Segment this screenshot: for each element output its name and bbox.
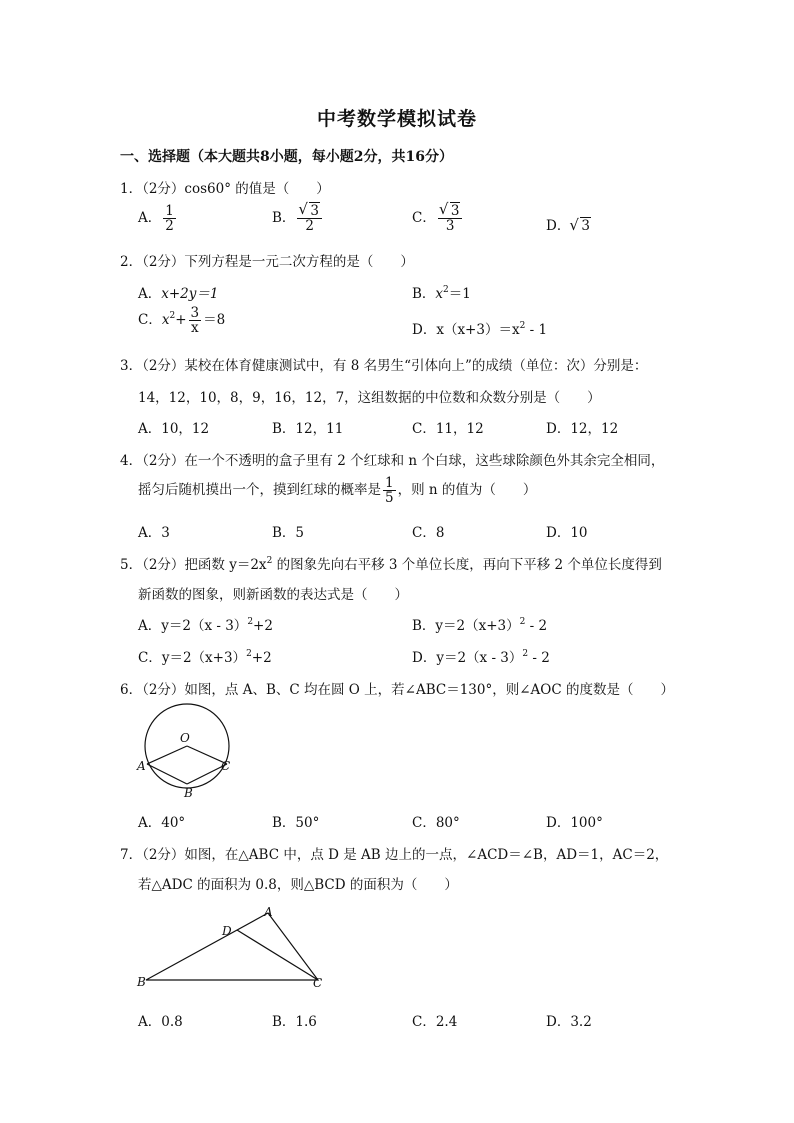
question-5-option-b: B．$y=2(x+3)^2 - 2$ <box>412 617 548 634</box>
question-5-option-a: A．y＝2（x - 3）$^2$+2 <box>138 617 273 634</box>
question-3-line-2: 14，12，10，8，9，16，12，7，这组数据的中位数和众数分别是（ ） <box>138 390 601 406</box>
label-c: C <box>221 759 231 773</box>
question-4-option-a: A．3 <box>138 525 170 541</box>
question-7-option-d: D．3.2 <box>546 1014 592 1030</box>
question-5-line-2: 新函数的图象，则新函数的表达式是（ ） <box>138 587 408 603</box>
segment-dc <box>237 930 318 980</box>
question-1-stem: 1．（2分）cos60° 的值是（ ） <box>120 181 330 197</box>
question-7-option-c: C．2.4 <box>412 1014 458 1030</box>
question-6-option-a: A．40° <box>138 815 186 831</box>
segment-oa <box>147 746 187 764</box>
question-2-stem: 2．（2分）下列方程是一元二次方程的是（ ） <box>120 254 414 270</box>
question-1-option-d: D．√ 3 <box>546 214 591 234</box>
question-7-option-a: A．0.8 <box>138 1014 183 1030</box>
question-4-line-1: 4．（2分）在一个不透明的盒子里有 2 个红球和 n 个白球，这些球除颜色外其余完全相同， <box>120 453 665 469</box>
question-7-option-b: B．1.6 <box>272 1014 317 1030</box>
question-2-option-a: A．x+2y＝1 <box>138 286 219 302</box>
question-1-option-b: B． √ $\frac{3}{2}$ <box>272 204 324 233</box>
question-3-line-1: 3．（2分）某校在体育健康测试中，有 8 名男生“引体向上”的成绩（单位：次）分别是： <box>120 358 648 374</box>
label-a: A <box>264 905 273 919</box>
question-5-option-d: D．y＝2（x - 3）$^2$ - 2 <box>412 649 550 666</box>
page-title: 中考数学模拟试卷 <box>316 108 477 130</box>
question-4-option-d: D．10 <box>546 525 588 541</box>
label-c: C <box>313 976 323 990</box>
question-6-stem: 6．（2分）如图，点 A、B、C 均在圆 O 上，若∠ABC＝130°，则∠AOC 的度数是（ ） <box>120 682 674 698</box>
question-4-option-b: B．5 <box>272 525 305 541</box>
question-4-option-c: C．8 <box>412 525 445 541</box>
circle-figure <box>134 700 246 800</box>
label-o: O <box>180 731 190 745</box>
segment-ab <box>147 764 187 784</box>
question-3-option-a: A．10，12 <box>138 421 210 437</box>
label-b: B <box>137 975 146 989</box>
question-5-line-1: 5．（2分）把函数 $y=2x^2$ 的图象先向右平移 3 个单位长度，再向下平移 2 个单位长度得到 <box>120 556 662 573</box>
triangle-figure <box>132 902 332 994</box>
triangle-abc <box>146 913 318 980</box>
question-3-option-b: B．12，11 <box>272 421 344 437</box>
question-2-option-c: C．$x^2+$ $\frac{3}{x}$ ＝8 <box>138 305 226 337</box>
question-6-option-b: B．50° <box>272 815 320 831</box>
question-2-option-d: D．$x(x+3)=x^2 - 1$ <box>412 321 548 338</box>
question-7-line-2: 若△ADC 的面积为 0.8，则△BCD 的面积为（ ） <box>138 877 458 893</box>
question-1-option-a: A． $\frac{1}{2}$ <box>138 203 174 235</box>
section-heading: 一、选择题（本大题共8小题，每小题2分，共16分） <box>120 149 453 165</box>
label-d: D <box>222 924 232 938</box>
label-a: A <box>137 759 146 773</box>
question-3-option-c: C．11，12 <box>412 421 484 437</box>
label-b: B <box>184 786 193 800</box>
question-5-option-c: C．$y=2(x+3)^2+2$ <box>138 649 272 666</box>
question-2-option-b: B．$x^2=1$ <box>412 285 471 302</box>
question-4-line-2: 摇匀后随机摸出一个，摸到红球的概率是 $\frac{1}{5}$ ，则 n 的值为（ ） <box>138 475 537 507</box>
question-6-option-d: D．100° <box>546 815 603 831</box>
question-3-option-d: D．12，12 <box>546 421 619 437</box>
question-1-option-c: C． √ $\frac{3}{3}$ <box>412 204 464 233</box>
question-7-line-1: 7．（2分）如图，在△ABC 中，点 D 是 AB 边上的一点，∠ACD＝∠B，AD＝1，AC＝2， <box>120 847 669 863</box>
question-6-option-c: C．80° <box>412 815 460 831</box>
